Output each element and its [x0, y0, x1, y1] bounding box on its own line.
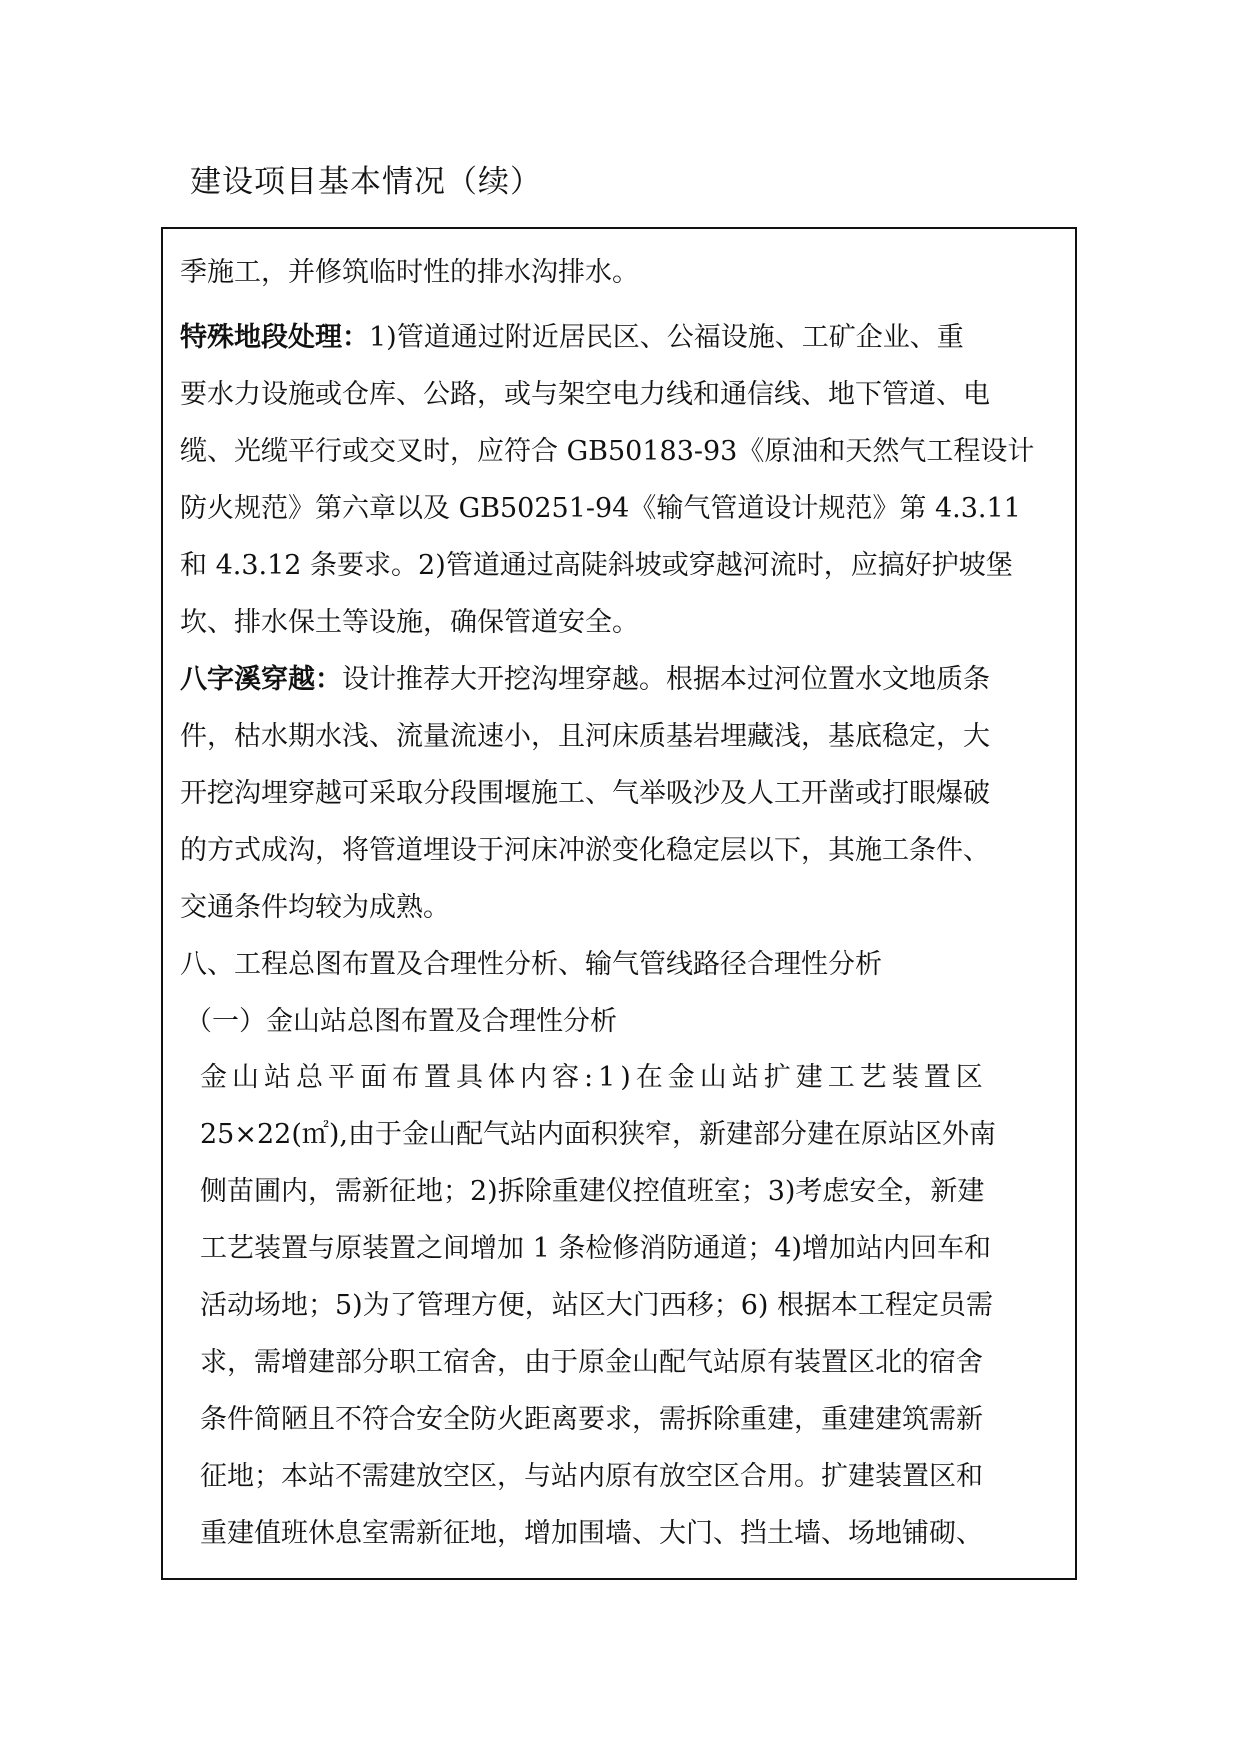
- text-span: 1)管道通过附近居民区、公福设施、工矿企业、重: [369, 322, 964, 353]
- text-line: [180, 320, 964, 356]
- text-line: 征地；本站不需建放空区，与站内原有放空区合用。扩建装置区和: [200, 1461, 983, 1492]
- text-line: 要水力设施或仓库、公路，或与架空电力线和通信线、地下管道、电: [180, 379, 990, 410]
- text-line: 活动场地；5)为了管理方便，站区大门西移；6) 根据本工程定员需: [200, 1290, 994, 1321]
- text-line: 的方式成沟，将管道埋设于河床冲淤变化稳定层以下，其施工条件、: [180, 835, 990, 866]
- text-line: 求，需增建部分职工宿舍，由于原金山配气站原有装置区北的宿舍: [200, 1347, 983, 1378]
- text-line: 工艺装置与原装置之间增加 1 条检修消防通道；4)增加站内回车和: [200, 1233, 992, 1264]
- text-line: 25×22(㎡),由于金山配气站内面积狭窄，新建部分建在原站区外南: [200, 1119, 996, 1150]
- text-line: 条件简陋且不符合安全防火距离要求，需拆除重建，重建建筑需新: [200, 1404, 983, 1435]
- text-line: 防火规范》第六章以及 GB50251-94《输气管道设计规范》第 4.3.11: [180, 493, 1021, 524]
- section-heading: 八、工程总图布置及合理性分析、输气管线路径合理性分析: [180, 949, 882, 980]
- text-line: 金山站总平面布置具体内容:1)在金山站扩建工艺装置区: [200, 1062, 988, 1093]
- section-label-special-segments: 特殊地段处理：: [180, 322, 369, 353]
- text-line: 侧苗圃内，需新征地；2)拆除重建仪控值班室；3)考虑安全，新建: [200, 1176, 985, 1207]
- text-line: 坎、排水保土等设施，确保管道安全。: [180, 607, 639, 638]
- text-line: 交通条件均较为成熟。: [180, 892, 450, 923]
- text-line: [180, 662, 990, 698]
- subsection-heading: （一）金山站总图布置及合理性分析: [185, 1006, 617, 1037]
- section-label-river-crossing: 八字溪穿越：: [180, 664, 342, 695]
- text-line: 开挖沟埋穿越可采取分段围堰施工、气举吸沙及人工开凿或打眼爆破: [180, 778, 990, 809]
- text-line: 季施工，并修筑临时性的排水沟排水。: [180, 257, 639, 288]
- text-line: 件，枯水期水浅、流量流速小，且河床质基岩埋藏浅，基底稳定，大: [180, 721, 990, 752]
- text-span: 设计推荐大开挖沟埋穿越。根据本过河位置水文地质条: [342, 664, 990, 695]
- text-line: 重建值班休息室需新征地，增加围墙、大门、挡土墙、场地铺砌、: [200, 1518, 983, 1549]
- text-line: 缆、光缆平行或交叉时，应符合 GB50183-93《原油和天然气工程设计: [180, 436, 1035, 467]
- text-line: 和 4.3.12 条要求。2)管道通过高陡斜坡或穿越河流时，应搞好护坡堡: [180, 550, 1013, 581]
- page-title: 建设项目基本情况（续）: [190, 164, 542, 200]
